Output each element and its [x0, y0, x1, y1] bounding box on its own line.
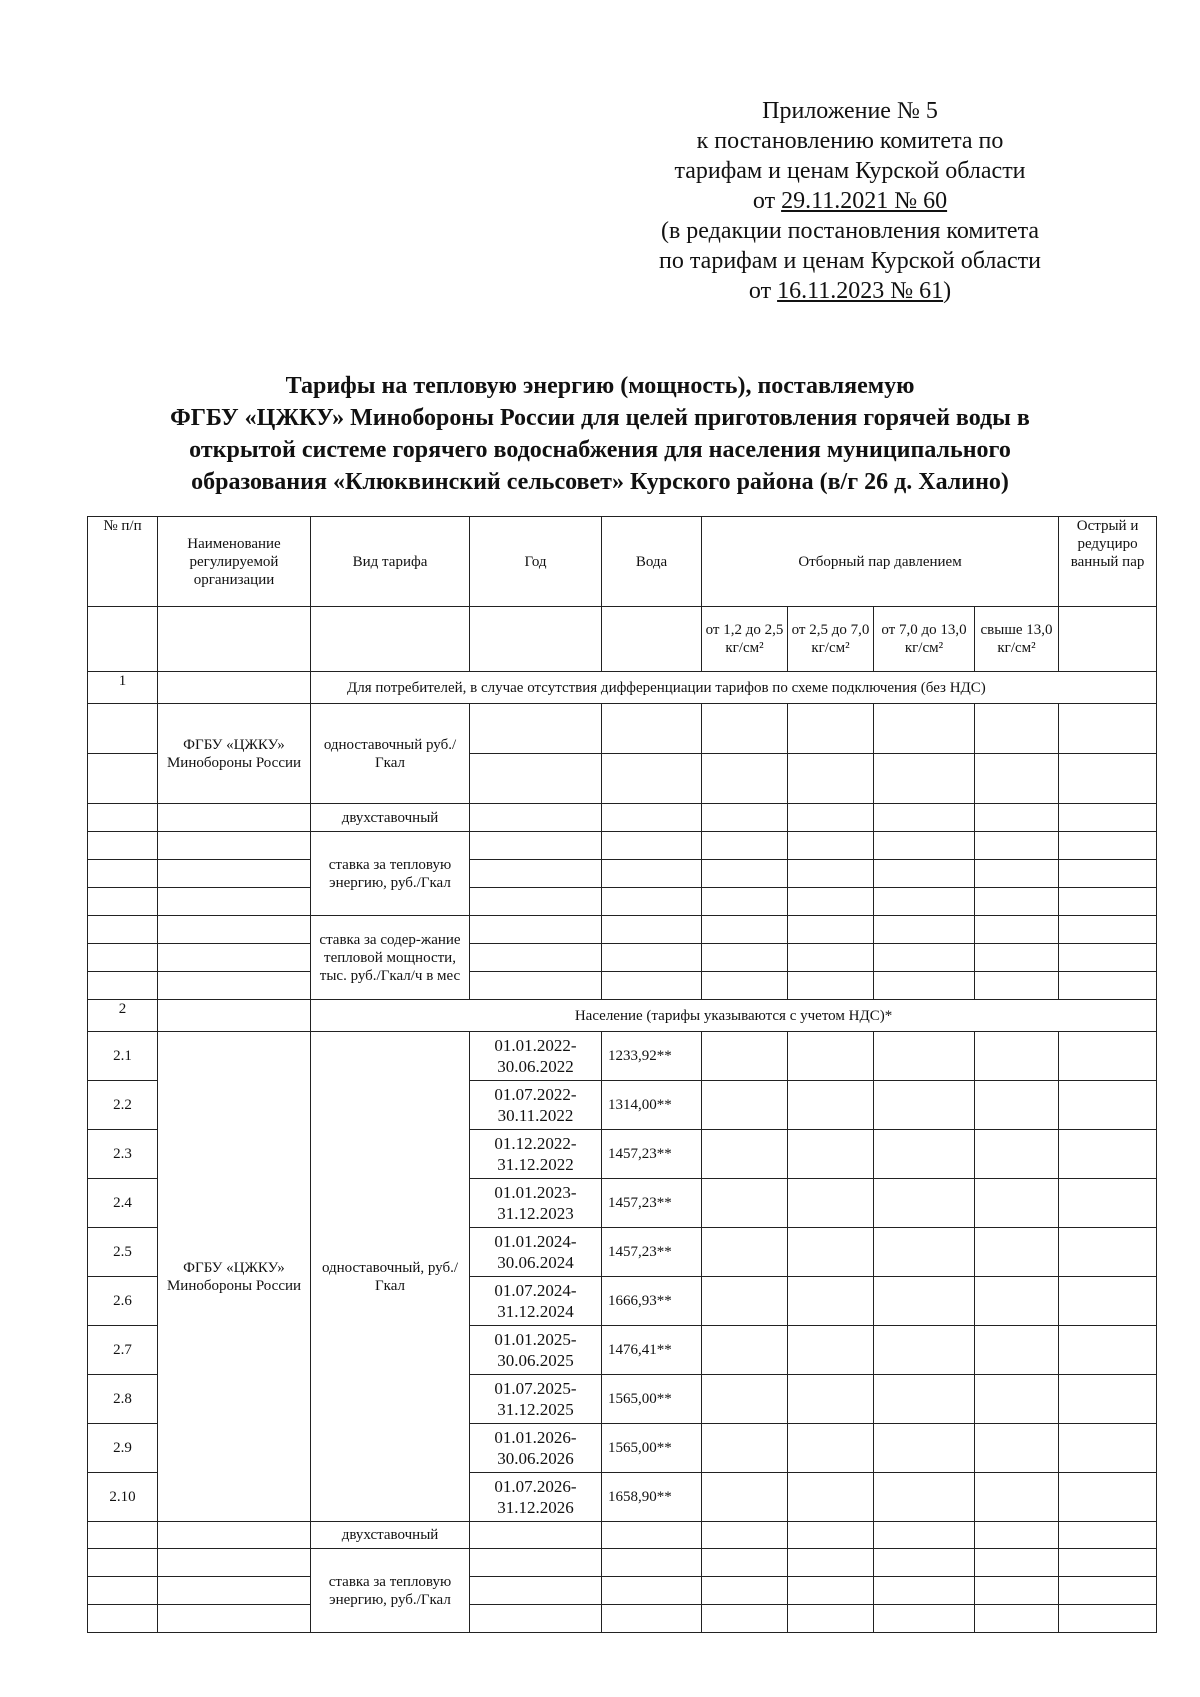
row-num: 2.10 — [88, 1473, 158, 1522]
row-num: 2.8 — [88, 1375, 158, 1424]
row-num: 2.3 — [88, 1130, 158, 1179]
section-row — [88, 672, 1157, 704]
col-header-org: Наименование регулируемой организации — [158, 517, 311, 607]
col-header-steam: Отборный пар давлением — [702, 517, 1059, 607]
table-row — [88, 1032, 1157, 1081]
period: 01.01.2024-30.06.2024 — [470, 1228, 602, 1277]
section-label: Для потребителей, в случае отсутствия дифференциации тарифов по схеме подключения (без НДС) — [311, 672, 1157, 704]
section-row — [88, 1000, 1157, 1032]
tariff-type: одноставочный, руб./Гкал — [311, 1032, 470, 1522]
water-value: 1457,23** — [602, 1130, 702, 1179]
header-row — [88, 517, 1157, 607]
col-header-type: Вид тарифа — [311, 517, 470, 607]
organization-name: ФГБУ «ЦЖКУ» Минобороны России — [158, 1032, 311, 1522]
pressure-3: от 7,0 до 13,0 кг/см² — [874, 607, 975, 672]
col-header-year: Год — [470, 517, 602, 607]
table-row — [88, 804, 1157, 832]
table-row — [88, 860, 1157, 888]
row-num: 2.2 — [88, 1081, 158, 1130]
resolution-date: 29.11.2021 № 60 — [781, 188, 948, 214]
water-value: 1476,41** — [602, 1326, 702, 1375]
row-num: 2.1 — [88, 1032, 158, 1081]
table-row — [88, 1605, 1157, 1633]
period: 01.01.2025-30.06.2025 — [470, 1326, 602, 1375]
section-num: 1 — [88, 672, 158, 704]
tariff-type: двухставочный — [311, 1522, 470, 1549]
table-row — [88, 916, 1157, 944]
appendix-line: по тарифам и ценам Курской области — [659, 248, 1041, 274]
tariff-type: одноставочный руб./Гкал — [311, 704, 470, 804]
period: 01.01.2023-31.12.2023 — [470, 1179, 602, 1228]
col-header-water: Вода — [602, 517, 702, 607]
pressure-2: от 2,5 до 7,0 кг/см² — [788, 607, 874, 672]
appendix-heading — [600, 96, 1100, 306]
row-num: 2.6 — [88, 1277, 158, 1326]
pressure-4: свыше 13,0 кг/см² — [975, 607, 1059, 672]
table-row — [88, 972, 1157, 1000]
row-num: 2.5 — [88, 1228, 158, 1277]
table-row — [88, 888, 1157, 916]
tariff-type: двухставочный — [311, 804, 470, 832]
table-row — [88, 1549, 1157, 1577]
appendix-line: тарифам и ценам Курской области — [674, 158, 1026, 184]
water-value: 1666,93** — [602, 1277, 702, 1326]
water-value: 1457,23** — [602, 1179, 702, 1228]
appendix-line: (в редакции постановления комитета — [660, 218, 1040, 244]
pressure-1: от 1,2 до 2,5 кг/см² — [702, 607, 788, 672]
revision-date: 16.11.2023 № 61 — [777, 278, 944, 304]
water-value: 1314,00** — [602, 1081, 702, 1130]
period: 01.12.2022-31.12.2022 — [470, 1130, 602, 1179]
table-row — [88, 704, 1157, 754]
appendix-date: от 29.11.2021 № 60 — [752, 188, 948, 214]
period: 01.01.2026-30.06.2026 — [470, 1424, 602, 1473]
period: 01.01.2022-30.06.2022 — [470, 1032, 602, 1081]
table-row — [88, 832, 1157, 860]
water-value: 1565,00** — [602, 1424, 702, 1473]
organization-name: ФГБУ «ЦЖКУ» Минобороны России — [158, 704, 311, 804]
appendix-line: к постановлению комитета по — [696, 128, 1004, 154]
period: 01.07.2024-31.12.2024 — [470, 1277, 602, 1326]
period: 01.07.2022-30.11.2022 — [470, 1081, 602, 1130]
water-value: 1565,00** — [602, 1375, 702, 1424]
water-value: 1658,90** — [602, 1473, 702, 1522]
section-label: Население (тарифы указываются с учетом НДС)* — [311, 1000, 1157, 1032]
row-num: 2.9 — [88, 1424, 158, 1473]
appendix-number: Приложение № 5 — [762, 98, 938, 124]
tariff-table — [87, 516, 1157, 1633]
water-value: 1457,23** — [602, 1228, 702, 1277]
section-num: 2 — [88, 1000, 158, 1032]
tariff-type: ставка за тепловую энергию, руб./Гкал — [311, 832, 470, 916]
water-value: 1233,92** — [602, 1032, 702, 1081]
tariff-type: ставка за тепловую энергию, руб./Гкал — [311, 1549, 470, 1633]
subheader-row — [88, 607, 1157, 672]
col-header-sharp-steam: Острый и редуциро ванный пар — [1059, 517, 1157, 607]
table-row — [88, 1522, 1157, 1549]
table-row — [88, 944, 1157, 972]
period: 01.07.2025-31.12.2025 — [470, 1375, 602, 1424]
appendix-date: от 16.11.2023 № 61) — [748, 278, 952, 304]
tariff-type: ставка за содер-жание тепловой мощности, тыс. руб./Гкал/ч в мес — [311, 916, 470, 1000]
row-num: 2.4 — [88, 1179, 158, 1228]
document-title: Тарифы на тепловую энергию (мощность), поставляемую ФГБУ «ЦЖКУ» Минобороны России для целей приготовления горячей воды в открытой системе горячего водоснабжения для населения муниципального образования «Клюквинский сельсовет» Курского района (в/г 26 д. Халино) — [170, 373, 1030, 495]
table-row — [88, 1577, 1157, 1605]
period: 01.07.2026-31.12.2026 — [470, 1473, 602, 1522]
row-num: 2.7 — [88, 1326, 158, 1375]
col-header-num: № п/п — [88, 517, 158, 607]
